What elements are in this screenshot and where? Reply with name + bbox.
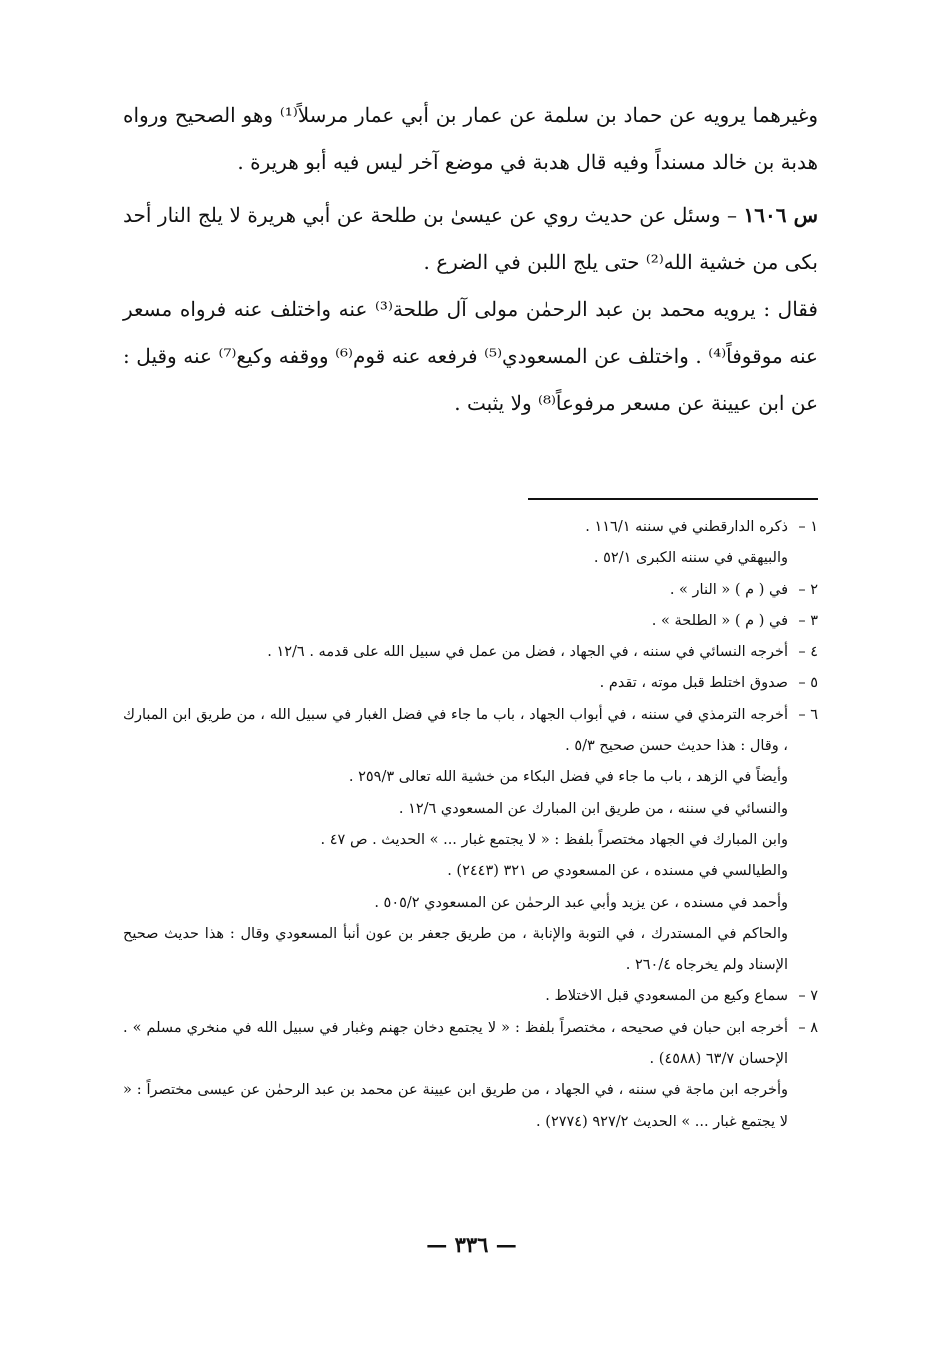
footnote-6 [123, 700, 818, 763]
question-text: – وسئل عن حديث روي عن عيسىٰ بن طلحة عن أبي هريرة لا يلج النار أحد بكى من خشية الله⁽²⁾ حتى يلج اللبن في الضرع . [123, 203, 818, 274]
footnote-number: ١ – [798, 519, 818, 535]
footnote-text: سماع وكيع من المسعودي قبل الاختلاط . [545, 988, 788, 1005]
footnote-text: أخرجه الترمذي في سننه ، في أبواب الجهاد ، باب ما جاء في فضل الغبار في سبيل الله ، من طريق ابن المبارك ، وقال : هذا حديث حسن صحيح ٥/٣ . [123, 706, 788, 755]
footnote-6-continued: وأيضاً في الزهد ، باب ما جاء في فضل البكاء من خشية الله تعالى ٢٥٩/٣ . [348, 769, 788, 786]
footnote-number: ٦ – [798, 706, 818, 723]
footnote-text: أخرجه النسائي في سننه ، في الجهاد ، فضل من عمل في سبيل الله على قدمه . ١٢/٦ . [267, 644, 788, 661]
footnote-text: في ( م ) « النار » . [669, 581, 788, 598]
footnote-text: في ( م ) « الطلحة » . [651, 612, 788, 629]
footnote-number: ٢ – [798, 581, 818, 598]
footnote-3 [123, 606, 818, 637]
footnote-number: ٧ – [798, 988, 818, 1005]
footnote-8 [123, 1013, 818, 1076]
footnote-text: أخرجه ابن حبان في صحيحه ، مختصراً بلفظ : « لا يجتمع دخان جهنم وغبار في سبيل الله في منخري مسلم » . الإحسان ٦٣/٧ (٤٥٨٨) . [123, 1019, 788, 1068]
answer-paragraph: فقال : يرويه محمد بن عبد الرحمٰن مولى آل طلحة⁽³⁾ عنه واختلف عنه فرواه مسعر عنه موقوفاً⁽⁴⁾ . واختلف عن المسعودي⁽⁵⁾ فرفعه عنه قوم⁽⁶⁾ ووقفه وكيع⁽⁷⁾ عنه وقيل : عن ابن عيينة عن مسعر مرفوعاً⁽⁸⁾ ولا يثبت . [123, 297, 818, 415]
footnote-6-continued: وابن المبارك في الجهاد مختصراً بلفظ : « لا يجتمع غبار ... » الحديث . ص ٤٧ . [320, 831, 788, 848]
footnote-divider [528, 498, 818, 500]
footnote-6-continued: والنسائي في سننه ، من طريق ابن المبارك عن المسعودي ١٢/٦ . [398, 800, 788, 817]
footnote-6-continued: والحاكم في المستدرك ، في التوبة والإنابة ، من طريق جعفر بن عون أنبأ المسعودي وقال : هذا حديث صحيح الإسناد ولم يخرجاه ٢٦٠/٤ . [123, 925, 788, 974]
footnote-5 [123, 668, 818, 699]
footnote-7 [123, 981, 818, 1012]
footnote-1-continued: والبيهقي في سننه الكبرى ٥٢/١ . [593, 550, 788, 567]
page-number: — ٣٣٦ — [426, 1232, 517, 1257]
footnote-6-continued: والطيالسي في مسنده ، عن المسعودي ص ٣٢١ (٢٤٤٣) . [447, 863, 788, 880]
question-number: س ١٦٠٦ [743, 203, 818, 227]
question-paragraph [123, 192, 818, 286]
footnotes [123, 512, 818, 1138]
paragraph-continuation: وغيرهما يرويه عن حماد بن سلمة عن عمار بن أبي عمار مرسلاً⁽¹⁾ وهو الصحيح ورواه هدبة بن خالد مسنداً وفيه قال هدبة في موضع آخر ليس فيه أبو هريرة . [123, 103, 818, 174]
footnote-number: ٥ – [798, 675, 818, 692]
footnote-text: ذكره الدارقطني في سننه ١١٦/١ . [585, 519, 788, 535]
main-text [123, 92, 818, 427]
footnote-number: ٣ – [798, 612, 818, 629]
footnote-4 [123, 637, 818, 668]
footnote-number: ٨ – [798, 1019, 818, 1036]
footnote-text: صدوق اختلط قبل موته ، تقدم . [599, 675, 788, 692]
footnote-8-continued: وأخرجه ابن ماجة في سننه ، في الجهاد ، من طريق ابن عيينة عن محمد بن عبد الرحمٰن عن عيسى مختصراً : « لا يجتمع غبار ... » الحديث ٩٢٧/٢ (٢٧٧٤) . [123, 1082, 788, 1130]
footnote-1 [123, 512, 818, 543]
footnote-number: ٤ – [798, 644, 818, 661]
footnote-2 [123, 575, 818, 606]
footnote-6-continued: وأحمد في مسنده ، عن يزيد وأبي عبد الرحمٰن عن المسعودي ٥٠٥/٢ . [374, 894, 788, 911]
